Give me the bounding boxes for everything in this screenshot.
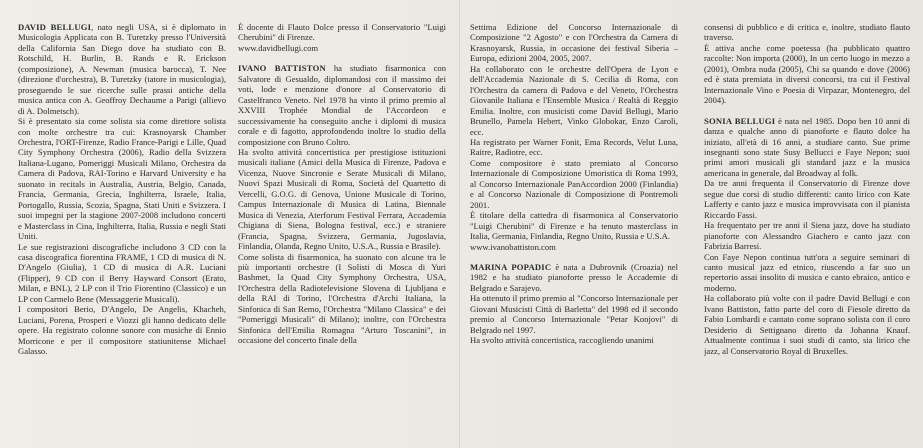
paragraph [18,304,226,356]
paragraph-text: Si è presentato sia come solista sia come direttore solista con molte orchestre tra cui: Krasnoyarsk Chamber Orchestra, l'ORT-Firenze, Radio France-Parigi e Lille, Quad City Symphony Orchestra (2006), Radio della Svizzera Italiana-Lugano, Pomeriggi Musicali Milano, Orchestra da Camera di Padova, RAI-Torino e Harvard University e ha suonato in recitals in Australia, Austria, Belgio, Canada, Francia, Germania, Grecia, Inghilterra, Israele, Italia, Portogallo, Russia, Scozia, Spagna, Stati Uniti e Svizzera. I suoi impegni per la stagione 2007-2008 includono concerti e Masterclass in Cina, Inghilterra, Italia, Russia e negli Stati Uniti. [18,116,226,242]
paragraph-text: Ha collaborato con le orchestre dell'Opera de Lyon e dell'Accademia Nazionale di S. Cecilia di Roma, con l'Orchestra da camera di Padova e del Veneto, l'Orchestra Giovanile Italiana e l'Ensemble Musica / Realtà di Reggio Emilia. Inoltre, con musicisti come David Bellugi, Mario Brunello, Pamela Hebert, Vinko Globokar, Enzo Caroli, ecc. [470,63,678,137]
paragraph-text: È titolare della cattedra di fisarmonica al Conservatorio "Luigi Cherubini" di Firenze e ha tenuto masterclass in Italia, Germania, Finlandia, Regno Unito, Russia e U.S.A. [470,210,678,242]
page-fold-line [459,0,460,448]
paragraph [18,116,226,241]
performer-name: SONIA BELLUGI [704,115,776,126]
paragraph-text: Ha ottenuto il primo premio al "Concorso Internazionale per Giovani Musicisti Città di Barletta" del 1998 ed il secondo premio al Concorso Internazionale "Petar Konjovi" di Belgrado nel 1997. [470,293,678,335]
paragraph [18,242,226,305]
paragraph-text: Settima Edizione del Concorso Internazionale di Composizione "2 Agosto" e con l'Orchestra da Camera di Krasnoyarsk, Russia, in occasione dei festival Siberia – Europa, edizioni 2004, 2005, 2007. [470,22,678,64]
text-column-1 [18,22,226,448]
paragraph [470,137,678,158]
paragraph [704,252,910,294]
text-column-4 [704,22,910,448]
paragraph-text: ha studiato fisarmonica con Salvatore di Gesualdo, diplomandosi con il massimo dei voti, lode e menzione d'onore al Conservatorio di Castelfranco Veneto. Nel 1978 ha vinto il primo premio al XXVIII Trophée Mondial de l'Accordeon e successivamente ha conseguito anche i diplomi di musica corale e di fagotto, approfondendo inoltre lo studio della composizione con Bruno Coltro. [238,63,446,147]
text-column-3 [470,22,678,448]
paragraph-text: Ha svolto attività concertistica per prestigiose istituzioni musicali italiane (Amici della Musica di Firenze, Padova e Vicenza, Nuove Sincronie e Serate Musicali di Milano, Nuovi Spazi Musicali di Roma, Società del Quartetto di Vercelli, G.O.G. di Genova, Unione Musicale di Torino, Campus Internazionale di Musica di Latina, Biennale Musica di Venezia, Aterforum Festival Ferrara, Accademia Chigiana di Siena, Bologna festival, ecc.) e straniere (Francia, Spagna, Svizzera, Germania, Jugoslavia, Finlandia, Olanda, Regno Unito, U.S.A., Russia e Brasile). [238,146,446,252]
paragraph [704,116,910,179]
paragraph-text: è nata a Dubrovnik (Croazia) nel 1982 e ha studiato pianoforte presso le Accademie di Belgrado e Sarajevo. [470,261,678,293]
paragraph [470,158,678,210]
performer-name: IVANO BATTISTON [238,63,326,74]
paragraph-text: Ha registrato per Warner Fonit, Ema Records, Velut Luna, Raitre, Radiotre, ecc. [470,136,678,158]
paragraph-text: Ha svolto attività concertistica, raccogliendo unanimi [470,335,654,346]
paragraph-text: consensi di pubblico e di critica e, inoltre, studiato flauto traverso. [704,22,910,43]
performer-name: DAVID BELLUGI [18,22,92,32]
paragraph-text: , nato negli USA, si è diplomato in Musicologia Applicata con B. Turetzky presso l'Università della California San Diego dove ha studiato con B. Rotschild, H. Burlin, B. Rands e R. Erickson (composizione), A. Newman (musica barocca), T. Nee (direzione d'orchestra), B. Turetzky (tatore in musicologia), proseguendo le sue ricerche sulle prassi antiche della musica antica con A. Geoffroy Dechaume a Parigi (allievo di A. Dolmetsch). [18,22,226,116]
paragraph [470,293,678,335]
paragraph-text: Come compositore è stato premiato al Concorso Internazionale di Composizione Umoristica di Roma 1993, al Concorso Internazionale PanAccordion 2000 (Finlandia) e al Concorso Nazionale di Composizione di Pontremoli 2001. [470,157,678,210]
paragraph-text: Da tre anni frequenta il Conservatorio di Firenze dove segue due corsi di studio differenti: canto lirico con Kate Lafferty e canto jazz e musica improvvisata con il pianista Riccardo Fassi. [704,178,910,220]
paragraph [704,178,910,220]
paragraph [704,293,910,356]
paragraph [470,22,678,64]
text-column-2 [238,22,446,448]
paragraph [470,335,678,345]
paragraph [704,220,910,251]
paragraph-text: Ha collaborato più volte con il padre David Bellugi e con Ivano Battiston, fatto parte del coro di Fiesole diretto da Fabio Lombardi e cantato come soprano solista con il coro Desiderio di Settignano diretto da Johanna Knauf. Attualmente continua i suoi studi di canto, sia lirico che jazz, al Conservatorio Royal di Bruxelles. [704,293,910,356]
paragraph-text: Ha frequentato per tre anni il Siena jazz, dove ha studiato pianoforte con Alessandro Giachero e canto jazz con Fabrizia Barresi. [704,220,910,252]
paragraph [470,242,678,252]
paragraph-text: Come solista di fisarmonica, ha suonato con alcune tra le più importanti orchestre (I Solisti di Mosca di Yuri Bashmet, la Quad City Symphony Orchestra, USA, l'Orchestra della Radiotelevisione Slovena di Ljubljana e della RAI di Torino, l'Orchestra d'Archi Italiana, la Sinfonica di San Remo, l'Orchestra "Milano Classica" e dei "Pomeriggi Musicali" di Milano); inoltre, con l'Orchestra Sinfonica dell'Emilia Romagna "Arturo Toscanini", in occasione del concerto finale della [238,251,446,346]
paragraph [238,63,446,147]
paragraph-text: I compositori Berio, D'Angelo, De Angelis, Khacheh, Luciani, Porena, Prosperi e Viozzi gli hanno dedicato delle opere. Ha registrato colonne sonore con musiche di Ennio Morricone e per il compositore statiunitense Michael Galasso. [18,304,226,357]
paragraph [704,22,910,43]
paragraph [18,22,226,116]
paragraph [470,210,678,241]
paragraph-text: Le sue registrazioni discografiche includono 3 CD con la casa discografica fiorentina FRAME, 1 CD di musica di N. D'Angelo (Giulia), 1 CD di musica di A.R. Luciani (Flipper), 9 CD con il Berry Hayward Consort (Erato, Milan, e BNL), 2 LP con il Trio Fiorentino (Classico) e un LP con Carmelo Bene (Messaggerie Musicali). [18,241,226,304]
paragraph [238,252,446,346]
paragraph [238,147,446,252]
paragraph-text: È docente di Flauto Dolce presso il Conservatorio "Luigi Cherubini" di Firenze. [238,22,446,43]
paragraph [238,22,446,43]
paragraph [470,262,678,293]
paragraph [704,43,910,106]
paragraph-text: Con Faye Nepon continua tutt'ora a seguire seminari di canto musical jazz ed etnico, riuscendo a far suo un repertorio assai insolito di musica e canto ebraico, antico e moderno. [704,251,910,293]
paragraph-text: è nata nel 1985. Dopo ben 10 anni di danza e qualche anno di pianoforte e flauto dolce ha iniziato, all'età di 16 anni, a studiare canto. Sue prime insegnanti sono state Susy Bellucci e Faye Nepon; suoi primi amori musicali gli standard jazz e la musica americana in generale, dal Broadway al folk. [704,115,910,178]
paragraph [470,64,678,137]
paragraph [238,43,446,53]
paragraph-text: È attiva anche come poetessa (ha pubblicato quattro raccolte: Non importa (2000), In un certo luogo in mezzo a (2001), Ombra nuda (2005), Chi sa quando e dove (2006) ed è stata premiata in diversi concorsi, tra cui il Festival Internazionale Vino e Poesia di Virpazar, Montenegro, del 2004). [704,42,910,106]
website-url: www.ivanobattiston.com [470,241,556,252]
performer-name: MARINA POPADIC [470,261,552,272]
website-url: www.davidbellugi.com [238,42,319,53]
